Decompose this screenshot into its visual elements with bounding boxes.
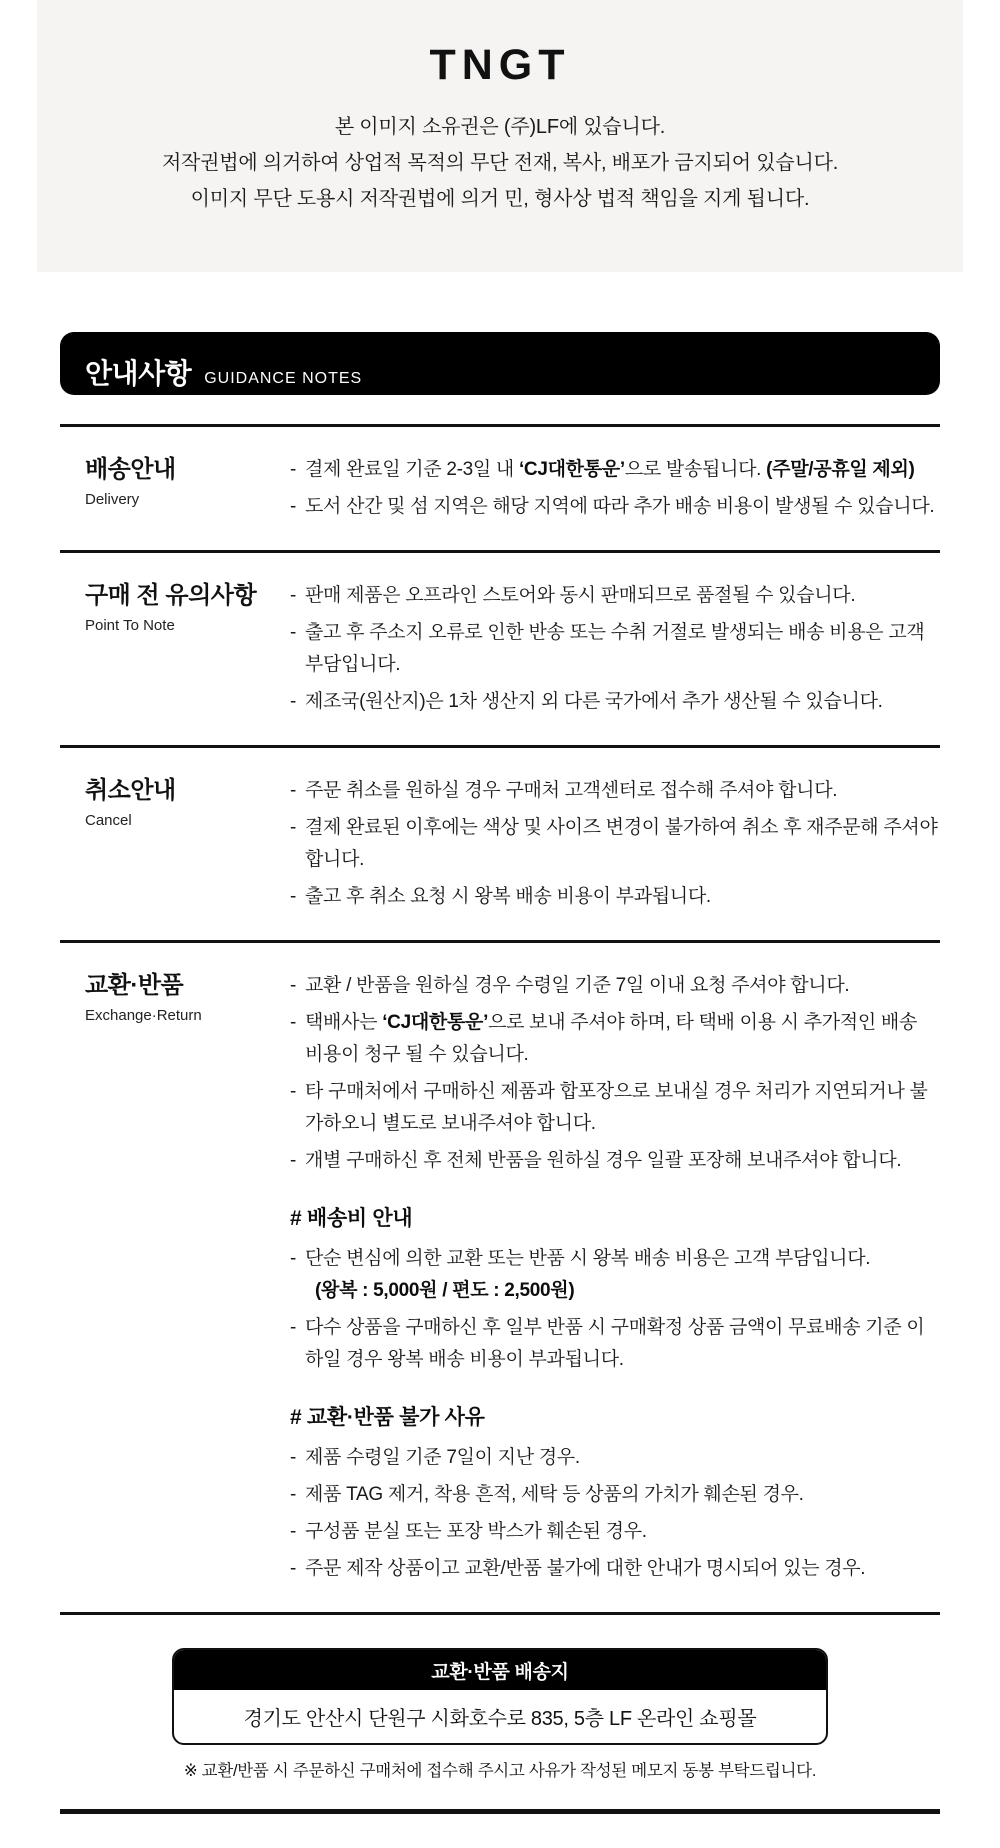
section-title: 교환·반품 <box>85 972 184 999</box>
copyright-line: 본 이미지 소유권은 (주)LF에 있습니다. <box>334 116 666 138</box>
section-title-block <box>85 454 290 523</box>
section-subheading: # 교환·반품 불가 사유 <box>290 1406 485 1429</box>
bullet-marker: - <box>290 622 297 643</box>
bullet-text <box>305 1145 940 1177</box>
section-title-block <box>85 775 290 913</box>
bullet-item <box>290 1243 940 1307</box>
bullet-marker: - <box>290 1558 297 1579</box>
section-title: 배송안내 <box>85 456 176 483</box>
bullet-item <box>290 775 940 807</box>
bullet-item <box>290 1553 940 1585</box>
section-subtitle: Delivery <box>85 491 140 508</box>
bullet-marker: - <box>290 1150 297 1171</box>
bullet-segment: 결제 완료일 기준 2-3일 내 <box>305 459 519 480</box>
section-items <box>290 454 940 523</box>
bullet-item <box>290 881 940 913</box>
bullet-segment: ‘CJ대한통운’ <box>518 459 625 480</box>
bullet-segment: 제조국(원산지)은 1차 생산지 외 다른 국가에서 추가 생산될 수 있습니다. <box>305 691 883 712</box>
bullet-segment: 제품 수령일 기준 7일이 지난 경우. <box>305 1447 580 1468</box>
bullet-marker: - <box>290 975 297 996</box>
bullet-segment: 으로 발송됩니다. <box>624 459 767 480</box>
bullet-text <box>305 1243 940 1307</box>
bullet-item <box>290 1516 940 1548</box>
section-items <box>290 970 940 1585</box>
guidance-section <box>60 943 940 1615</box>
guidance-title-en: GUIDANCE NOTES <box>204 370 363 387</box>
bottom-divider <box>60 1809 940 1814</box>
bullet-marker: - <box>290 459 297 480</box>
bullet-text <box>305 491 940 523</box>
copyright-notice <box>37 109 963 217</box>
bullet-segment: ‘CJ대한통운’ <box>382 1012 489 1033</box>
bullet-marker: - <box>290 691 297 712</box>
bullet-segment: 단순 변심에 의한 교환 또는 반품 시 왕복 배송 비용은 고객 부담입니다. <box>305 1248 871 1269</box>
bullet-marker: - <box>290 886 297 907</box>
bullet-text <box>305 617 940 681</box>
bullet-marker: - <box>290 1447 297 1468</box>
bullet-text <box>305 454 940 486</box>
bullet-marker: - <box>290 1317 297 1338</box>
bullet-item <box>290 617 940 681</box>
bullet-marker: - <box>290 780 297 801</box>
bullet-segment: 제품 TAG 제거, 착용 흔적, 세탁 등 상품의 가치가 훼손된 경우. <box>305 1484 804 1505</box>
bullet-marker: - <box>290 585 297 606</box>
copyright-line: 저작권법에 의거하여 상업적 목적의 무단 전재, 복사, 배포가 금지되어 있습니다. <box>161 152 839 174</box>
bullet-marker: - <box>290 1248 297 1269</box>
bullet-marker: - <box>290 1012 297 1033</box>
bullet-marker: - <box>290 496 297 517</box>
bullet-text <box>305 775 940 807</box>
return-address-value: 경기도 안산시 단원구 시화호수로 835, 5층 LF 온라인 쇼핑몰 <box>243 1708 757 1730</box>
bullet-segment: (왕복 : 5,000원 / 편도 : 2,500원) <box>315 1280 575 1301</box>
bullet-segment: 교환 / 반품을 원하실 경우 수령일 기준 7일 이내 요청 주셔야 합니다. <box>305 975 850 996</box>
return-address-title: 교환·반품 배송지 <box>174 1650 826 1690</box>
section-subtitle: Point To Note <box>85 617 175 634</box>
section-title: 취소안내 <box>85 777 176 804</box>
bullet-marker: - <box>290 1081 297 1102</box>
bullet-segment: 출고 후 주소지 오류로 인한 반송 또는 수취 거절로 발생되는 배송 비용은 고객 부담입니다. <box>305 622 925 675</box>
bullet-segment: 결제 완료된 이후에는 색상 및 사이즈 변경이 불가하여 취소 후 재주문해 주셔야 합니다. <box>305 817 938 870</box>
bullet-text <box>305 1442 940 1474</box>
section-subtitle: Exchange·Return <box>85 1007 202 1024</box>
section-items <box>290 775 940 913</box>
bullet-item <box>290 686 940 718</box>
bullet-item <box>290 1076 940 1140</box>
bullet-text <box>305 970 940 1002</box>
bullet-segment: (주말/공휴일 제외) <box>766 459 915 480</box>
bullet-segment: 택배사는 <box>305 1012 383 1033</box>
guidance-title-ko: 안내사항 <box>85 358 192 389</box>
guidance-notes-bar <box>60 332 940 395</box>
bullet-marker: - <box>290 1521 297 1542</box>
brand-logo: TNGT <box>429 41 571 89</box>
bullet-segment: 출고 후 취소 요청 시 왕복 배송 비용이 부과됩니다. <box>305 886 711 907</box>
guidance-section <box>60 748 940 943</box>
bullet-segment: 주문 제작 상품이고 교환/반품 불가에 대한 안내가 명시되어 있는 경우. <box>305 1558 866 1579</box>
bullet-text <box>305 881 940 913</box>
bullet-text <box>305 1516 940 1548</box>
bullet-text <box>305 686 940 718</box>
section-title: 구매 전 유의사항 <box>85 582 257 609</box>
copyright-line: 이미지 무단 도용시 저작권법에 의거 민, 형사상 법적 책임을 지게 됩니다. <box>190 188 810 210</box>
section-items <box>290 580 940 718</box>
bullet-text <box>305 1007 940 1071</box>
bullet-text <box>305 1076 940 1140</box>
bullet-segment: 도서 산간 및 섬 지역은 해당 지역에 따라 추가 배송 비용이 발생될 수 있습니다. <box>305 496 935 517</box>
bullet-item <box>290 1007 940 1071</box>
guidance-section <box>60 427 940 553</box>
bullet-marker: - <box>290 817 297 838</box>
section-subtitle: Cancel <box>85 812 132 829</box>
bullet-item <box>290 454 940 486</box>
bullet-segment: 구성품 분실 또는 포장 박스가 훼손된 경우. <box>305 1521 647 1542</box>
footnote: ※ 교환/반품 시 주문하신 구매처에 접수해 주시고 사유가 작성된 메모지 동봉 부탁드립니다. <box>183 1762 817 1780</box>
guidance-notes-bar-inner <box>85 352 362 392</box>
return-address-box <box>172 1648 828 1745</box>
bullet-text <box>305 1479 940 1511</box>
bullet-item <box>290 1442 940 1474</box>
bullet-segment: 판매 제품은 오프라인 스토어와 동시 판매되므로 품절될 수 있습니다. <box>305 585 856 606</box>
section-title-block <box>85 580 290 718</box>
bullet-item <box>290 970 940 1002</box>
bullet-segment: 으로 보내 주셔야 하며, 타 택배 이용 시 추가적인 배송 비용이 청구 될 수 있습니다. <box>305 1012 918 1065</box>
section-title-block <box>85 970 290 1585</box>
bullet-segment: 타 구매처에서 구매하신 제품과 합포장으로 보내실 경우 처리가 지연되거나 불가하오니 별도로 보내주셔야 합니다. <box>305 1081 928 1134</box>
guidance-sections <box>60 424 940 1615</box>
bullet-text <box>305 812 940 876</box>
section-subheading: # 배송비 안내 <box>290 1207 413 1230</box>
bullet-segment: 다수 상품을 구매하신 후 일부 반품 시 구매확정 상품 금액이 무료배송 기준 이하일 경우 왕복 배송 비용이 부과됩니다. <box>305 1317 925 1370</box>
bullet-item <box>290 491 940 523</box>
bullet-item <box>290 1479 940 1511</box>
guidance-section <box>60 553 940 748</box>
bullet-segment: 개별 구매하신 후 전체 반품을 원하실 경우 일괄 포장해 보내주셔야 합니다. <box>305 1150 902 1171</box>
bullet-marker: - <box>290 1484 297 1505</box>
bullet-item <box>290 580 940 612</box>
bullet-text <box>305 1312 940 1376</box>
bullet-item <box>290 1145 940 1177</box>
bullet-text <box>305 580 940 612</box>
bullet-text <box>305 1553 940 1585</box>
bullet-item <box>290 812 940 876</box>
brand-header <box>37 0 963 272</box>
bullet-item <box>290 1312 940 1376</box>
bullet-segment: 주문 취소를 원하실 경우 구매처 고객센터로 접수해 주셔야 합니다. <box>305 780 838 801</box>
